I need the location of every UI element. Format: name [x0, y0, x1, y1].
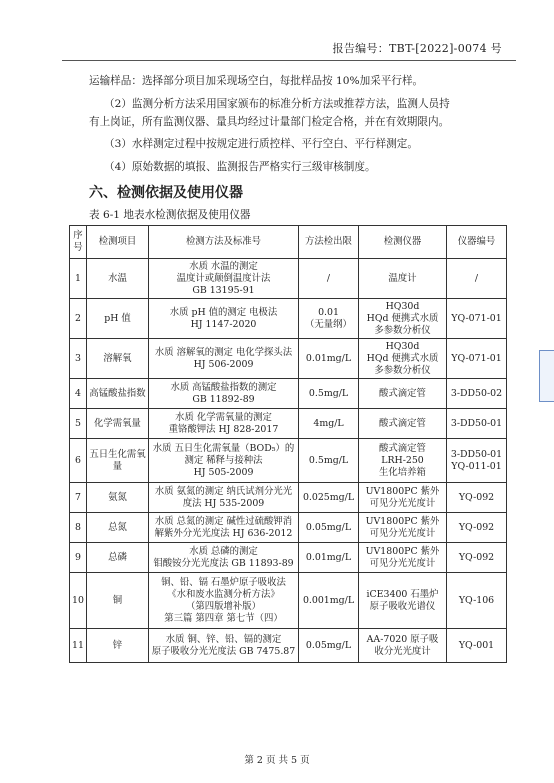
cell-code: YQ-092 — [447, 513, 507, 543]
cell-instrument-line: 可见分光光度计 — [369, 497, 436, 509]
cell-instrument-line: 可见分光光度计 — [369, 527, 436, 539]
cell-instrument-line: 酸式滴定管 — [379, 417, 426, 429]
table-header-row — [70, 226, 507, 259]
cell-instrument — [359, 259, 447, 299]
cell-instrument-line: HQ30d — [385, 300, 420, 312]
cell-method-line: 第三篇 第四章 第七节（四） — [164, 612, 283, 624]
cell-code: YQ-092 — [447, 483, 507, 513]
cell-item: 氨氮 — [87, 483, 149, 513]
cell-item: 高锰酸盐指数 — [87, 379, 149, 409]
cell-limit: / — [299, 259, 359, 299]
cell-no: 8 — [70, 513, 87, 543]
cell-code: YQ-106 — [447, 573, 507, 629]
cell-item: 铜 — [87, 573, 149, 629]
cell-method-line: 水质 pH 值的测定 电极法 — [169, 306, 278, 318]
table-row — [70, 543, 507, 573]
cell-method-line: 原子吸收分光光度法 GB 7475.87 — [151, 645, 296, 657]
cell-no: 1 — [70, 259, 87, 299]
table-body — [70, 259, 507, 663]
cell-instrument — [359, 409, 447, 439]
cell-method-line: 测定 稀释与接种法 — [184, 454, 263, 466]
cell-method-line: 重铬酸钾法 HJ 828-2017 — [168, 423, 279, 435]
cell-instrument-line: 原子吸收光谱仪 — [369, 600, 436, 612]
cell-instrument-line: UV1800PC 紫外 — [365, 485, 440, 497]
cell-method — [149, 573, 299, 629]
cell-limit: 0.001mg/L — [299, 573, 359, 629]
cell-method-line: 水质 氨氮的测定 纳氏试剂分光光 — [154, 485, 293, 497]
cell-code: 3-DD50-01 YQ-011-01 — [447, 439, 507, 483]
cell-method — [149, 409, 299, 439]
cell-instrument — [359, 573, 447, 629]
cell-no: 6 — [70, 439, 87, 483]
cell-method-line: 水质 水温的测定 — [189, 260, 258, 272]
cell-instrument-line: 酸式滴定管 — [379, 442, 426, 454]
cell-limit: 4mg/L — [299, 409, 359, 439]
header-item: 检测项目 — [87, 226, 149, 259]
cell-instrument-line: 收分光光度计 — [374, 645, 431, 657]
cell-method-line: 度法 HJ 535-2009 — [182, 497, 265, 509]
cell-method-line: （第四版增补版） — [185, 600, 261, 612]
cell-instrument — [359, 543, 447, 573]
table-row — [70, 483, 507, 513]
cell-instrument-line: 温度计 — [388, 272, 417, 284]
header-instrument: 检测仪器 — [359, 226, 447, 259]
cell-instrument-line: UV1800PC 紫外 — [365, 515, 440, 527]
cell-no: 4 — [70, 379, 87, 409]
cell-method-line: 水质 铜、锌、铅、镉的测定 — [165, 633, 282, 645]
cell-instrument — [359, 299, 447, 339]
cell-no: 5 — [70, 409, 87, 439]
header-code: 仪器编号 — [447, 226, 507, 259]
cell-code: YQ-071-01 — [447, 339, 507, 379]
cell-method-line: 水质 化学需氧量的测定 — [175, 411, 272, 423]
cell-method — [149, 339, 299, 379]
seal-stamp — [539, 350, 554, 402]
paragraph-review-system: （4）原始数据的填报、监测报告严格实行三级审核制度。 — [104, 161, 376, 173]
cell-code: 3-DD50-02 — [447, 379, 507, 409]
cell-method-line: HJ 505-2009 — [193, 466, 254, 478]
cell-method-line: 温度计或颠倒温度计法 — [176, 272, 271, 284]
cell-instrument — [359, 379, 447, 409]
cell-code: YQ-001 — [447, 629, 507, 663]
cell-instrument — [359, 513, 447, 543]
cell-method — [149, 299, 299, 339]
paragraph-method-line2: 有上岗证，所有监测仪器、量具均经过计量部门检定合格，并在有效期限内。 — [89, 116, 450, 128]
cell-item: 溶解氧 — [87, 339, 149, 379]
cell-method — [149, 513, 299, 543]
cell-instrument-line: 酸式滴定管 — [379, 387, 426, 399]
cell-method-line: GB 13195-91 — [192, 284, 255, 296]
table-row — [70, 513, 507, 543]
cell-method-line: HJ 1147-2020 — [190, 318, 257, 330]
cell-code: / — [447, 259, 507, 299]
cell-method-line: 铜、铅、镉 石墨炉原子吸收法 — [161, 576, 286, 588]
cell-method-line: 钼酸铵分光光度法 GB 11893-89 — [153, 557, 294, 569]
cell-limit: 0.05mg/L — [299, 629, 359, 663]
table-row — [70, 409, 507, 439]
cell-instrument-line: UV1800PC 紫外 — [365, 545, 440, 557]
cell-limit: 0.01 （无量纲） — [299, 299, 359, 339]
instrument-table — [69, 225, 507, 663]
cell-no: 10 — [70, 573, 87, 629]
cell-limit: 0.025mg/L — [299, 483, 359, 513]
cell-instrument-line: 多参数分析仪 — [374, 364, 431, 376]
cell-instrument — [359, 339, 447, 379]
header-no: 序号 — [70, 226, 87, 259]
cell-no: 9 — [70, 543, 87, 573]
cell-instrument-line: HQd 便携式水质 — [366, 312, 439, 324]
cell-limit: 0.05mg/L — [299, 513, 359, 543]
cell-item: 化学需氧量 — [87, 409, 149, 439]
table-row — [70, 379, 507, 409]
cell-item: 锌 — [87, 629, 149, 663]
table-row — [70, 629, 507, 663]
cell-no: 3 — [70, 339, 87, 379]
cell-method-line: GB 11892-89 — [192, 393, 255, 405]
cell-no: 11 — [70, 629, 87, 663]
cell-method — [149, 259, 299, 299]
cell-instrument-line: iCE3400 石墨炉 — [366, 588, 439, 600]
cell-limit: 0.5mg/L — [299, 439, 359, 483]
cell-method-line: 水质 五日生化需氧量（BOD₅）的 — [152, 442, 295, 454]
cell-no: 7 — [70, 483, 87, 513]
paragraph-quality-control: （3）水样测定过程中按规定进行质控样、平行空白、平行样测定。 — [104, 138, 418, 150]
cell-instrument — [359, 629, 447, 663]
cell-limit: 0.01mg/L — [299, 543, 359, 573]
cell-instrument — [359, 483, 447, 513]
cell-instrument — [359, 439, 447, 483]
cell-instrument-line: HQd 便携式水质 — [366, 352, 439, 364]
cell-method-line: 水质 高锰酸盐指数的测定 — [170, 381, 277, 393]
cell-method-line: 《水和废水监测分析方法》 — [167, 588, 280, 600]
cell-instrument-line: HQ30d — [385, 340, 420, 352]
page-footer: 第 2 页 共 5 页 — [244, 755, 310, 766]
cell-instrument-line: 生化培养箱 — [379, 466, 426, 478]
cell-item: 水温 — [87, 259, 149, 299]
cell-instrument-line: 多参数分析仪 — [374, 324, 431, 336]
cell-code: YQ-071-01 — [447, 299, 507, 339]
cell-no: 2 — [70, 299, 87, 339]
table-row — [70, 439, 507, 483]
cell-limit: 0.5mg/L — [299, 379, 359, 409]
cell-instrument-line: 可见分光光度计 — [369, 557, 436, 569]
cell-instrument-line: LRH-250 — [381, 454, 424, 466]
cell-method-line: 解紫外分光光度法 HJ 636-2012 — [154, 527, 293, 539]
cell-item: 总磷 — [87, 543, 149, 573]
section-title: 六、检测依据及使用仪器 — [89, 185, 243, 201]
table-row — [70, 573, 507, 629]
paragraph-method-line1: （2）监测分析方法采用国家颁布的标准分析方法或推荐方法，监测人员持 — [104, 98, 450, 110]
cell-item: 五日生化需氧量 — [87, 439, 149, 483]
header-divider — [62, 60, 516, 61]
table-caption: 表 6-1 地表水检测依据及使用仪器 — [89, 209, 251, 221]
report-number: 报告编号：TBT-[2022]-0074 号 — [332, 42, 502, 55]
header-limit: 方法检出限 — [299, 226, 359, 259]
table-row — [70, 299, 507, 339]
cell-method — [149, 629, 299, 663]
cell-method-line: HJ 506-2009 — [193, 358, 254, 370]
cell-code: 3-DD50-01 — [447, 409, 507, 439]
cell-instrument-line: AA-7020 原子吸 — [366, 633, 439, 645]
header-method: 检测方法及标准号 — [149, 226, 299, 259]
cell-method — [149, 439, 299, 483]
cell-method — [149, 543, 299, 573]
paragraph-transport-samples: 运输样品：选择部分项目加采现场空白，每批样品按 10%加采平行样。 — [89, 75, 424, 87]
cell-item: 总氮 — [87, 513, 149, 543]
cell-method-line: 水质 溶解氧的测定 电化学探头法 — [154, 346, 293, 358]
table-row — [70, 259, 507, 299]
cell-code: YQ-092 — [447, 543, 507, 573]
cell-method — [149, 483, 299, 513]
cell-limit: 0.01mg/L — [299, 339, 359, 379]
cell-method — [149, 379, 299, 409]
table-row — [70, 339, 507, 379]
cell-item: pH 值 — [87, 299, 149, 339]
cell-method-line: 水质 总磷的测定 — [189, 545, 258, 557]
cell-method-line: 水质 总氮的测定 碱性过硫酸钾消 — [154, 515, 293, 527]
